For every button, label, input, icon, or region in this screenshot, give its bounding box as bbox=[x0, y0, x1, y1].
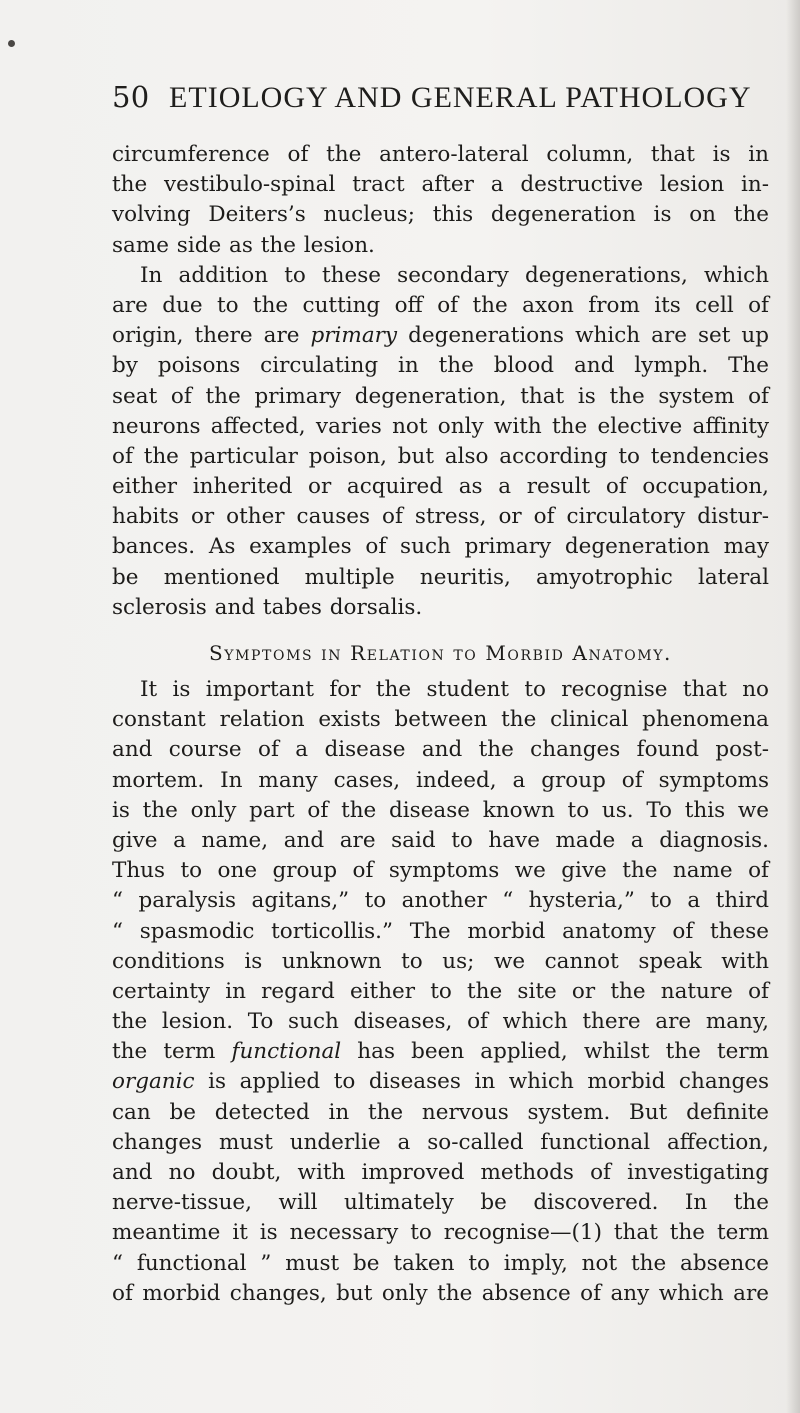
text-run: is applied to diseases in which morbid changes bbox=[194, 1069, 769, 1095]
page-edge-shadow bbox=[786, 0, 800, 1413]
text-line: and no doubt, with improved methods of investigating bbox=[112, 1160, 769, 1185]
running-title: ETIOLOGY AND GENERAL PATHOLOGY bbox=[169, 81, 752, 114]
text-line: conditions is unknown to us; we cannot speak with bbox=[112, 948, 769, 974]
text-line: certainty in regard either to the site or the nature of bbox=[112, 978, 769, 1004]
text-line: can be detected in the nervous system. But definite bbox=[112, 1099, 769, 1125]
text-line: seat of the primary degeneration, that is the system of bbox=[112, 383, 769, 409]
text-run: the term bbox=[112, 1039, 232, 1065]
text-line: the lesion. To such diseases, of which there are many, bbox=[112, 1009, 769, 1035]
running-header bbox=[112, 80, 752, 115]
margin-mark bbox=[8, 40, 15, 47]
text-line: “ paralysis agitans,” to another “ hysteria,” to a third bbox=[112, 888, 769, 914]
text-line: “ functional ” must be taken to imply, not the absence bbox=[112, 1250, 769, 1276]
italic-term-organic: organic bbox=[112, 1069, 195, 1095]
text-line: circumference of the antero-lateral column, that is in bbox=[112, 142, 769, 167]
section-heading: Symptoms in Relation to Morbid Anatomy. bbox=[208, 641, 673, 665]
body-text bbox=[112, 140, 769, 1309]
text-line: the vestibulo-spinal tract after a destructive lesion in- bbox=[112, 172, 769, 198]
italic-term-primary: primary bbox=[310, 323, 398, 349]
page-number: 50 bbox=[112, 80, 150, 114]
text-line: by poisons circulating in the blood and lymph. The bbox=[112, 353, 769, 379]
text-line: In addition to these secondary degenerations, which bbox=[140, 262, 769, 288]
text-line: bances. As examples of such primary degeneration may bbox=[112, 534, 769, 560]
text-line: are due to the cutting off of the axon from its cell of bbox=[112, 292, 769, 318]
text-line: and course of a disease and the changes found post- bbox=[112, 737, 769, 763]
text-run: degenerations which are set up bbox=[397, 323, 769, 349]
text-line: either inherited or acquired as a result of occupation, bbox=[112, 474, 769, 500]
text-line: is the only part of the disease known to us. To this we bbox=[112, 797, 769, 823]
text-line: constant relation exists between the clinical phenomena bbox=[112, 707, 769, 733]
text-line: habits or other causes of stress, or of circulatory distur- bbox=[112, 504, 769, 530]
italic-term-functional: functional bbox=[231, 1039, 342, 1065]
text-line: sclerosis and tabes dorsalis. bbox=[112, 594, 423, 620]
text-run: has been applied, whilst the term bbox=[341, 1039, 769, 1065]
text-line: changes must underlie a so-called functional affection, bbox=[112, 1129, 769, 1155]
text-line: meantime it is necessary to recognise—(1) that the term bbox=[112, 1220, 769, 1246]
text-line: “ spasmodic torticollis.” The morbid anatomy of these bbox=[112, 918, 769, 944]
text-line: of the particular poison, but also according to tendencies bbox=[112, 443, 769, 469]
text-line: same side as the lesion. bbox=[112, 232, 375, 258]
text-line: give a name, and are said to have made a diagnosis. bbox=[112, 827, 769, 853]
text-line: volving Deiters’s nucleus; this degeneration is on the bbox=[112, 202, 769, 228]
text-line: Thus to one group of symptoms we give the name of bbox=[112, 858, 769, 884]
text-line: nerve-tissue, will ultimately be discovered. In the bbox=[112, 1190, 769, 1216]
text-line bbox=[112, 321, 769, 351]
text-line bbox=[112, 1067, 769, 1097]
text-line: mortem. In many cases, indeed, a group of symptoms bbox=[112, 767, 769, 793]
text-line: It is important for the student to recognise that no bbox=[140, 677, 769, 702]
text-line bbox=[112, 1037, 769, 1067]
text-line: be mentioned multiple neuritis, amyotrophic lateral bbox=[112, 564, 769, 590]
text-line: of morbid changes, but only the absence of any which are bbox=[112, 1280, 769, 1306]
text-run: origin, there are bbox=[112, 323, 311, 349]
text-line: neurons affected, varies not only with the elective affinity bbox=[112, 413, 769, 439]
